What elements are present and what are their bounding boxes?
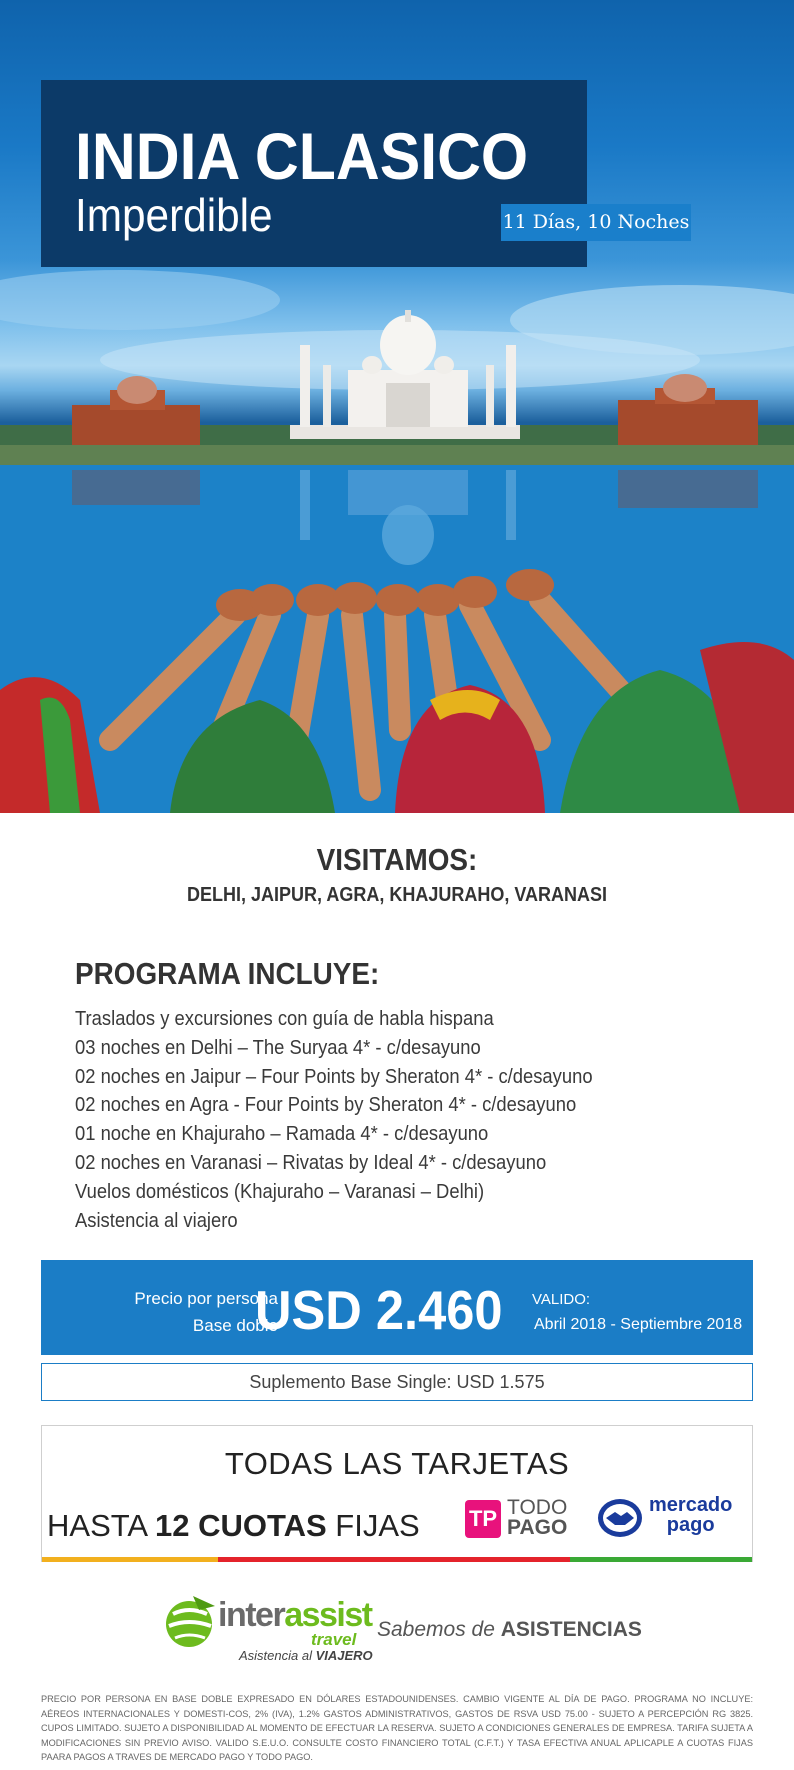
brand-name-part2: assist (284, 1596, 372, 1634)
slogan-prefix: Sabemos de (377, 1618, 501, 1641)
interassist-logo (163, 1590, 373, 1670)
visit-cities: DELHI, JAIPUR, AGRA, KHAJURAHO, VARANASI (186, 884, 608, 906)
list-item: 03 noches en Delhi – The Suryaa 4* - c/desayuno (75, 1036, 481, 1059)
list-item: 01 noche en Khajuraho – Ramada 4* - c/desayuno (75, 1123, 489, 1146)
installments-text (47, 1508, 420, 1544)
stripe-segment-red (394, 1557, 570, 1562)
list-item: 02 noches en Jaipur – Four Points by Sheraton 4* - c/desayuno (75, 1065, 593, 1088)
price-label-base: Base doble (192, 1316, 278, 1335)
price-banner (41, 1260, 753, 1355)
installments-prefix: HASTA (47, 1508, 155, 1543)
color-stripe (42, 1557, 752, 1562)
brand-name-part1: inter (218, 1596, 285, 1634)
valid-range: Abril 2018 - Septiembre 2018 (534, 1316, 743, 1333)
installments-suffix: FIJAS (326, 1508, 420, 1543)
price-label-per-person: Precio por persona (134, 1289, 278, 1308)
handshake-icon (597, 1497, 643, 1539)
price-amount: USD 2.460 (255, 1279, 503, 1341)
list-item: 02 noches en Agra - Four Points by Sheraton 4* - c/desayuno (75, 1094, 577, 1117)
duration-badge: 11 Días, 10 Noches (501, 204, 691, 241)
disclaimer-text: PRECIO POR PERSONA EN BASE DOBLE EXPRESADO EN DÓLARES ESTADOUNIDENSES. CAMBIO VIGENTE AL DÍA DE PAGO. PROGRAMA NO INCLUYE: AÉREOS INTERNACIONALES Y DOMESTI-COS, 2% (IVA), 1.2% GASTOS ADMINISTRATIVOS, GASTOS DE RSVA USD 75.00 - SUJETO A PERCEPCIÓN RG 3825. CUPOS LIMITADO. SUJETO A DISPONIBILIDAD AL MOMENTO DE EFECTUAR LA RESERVA. SUJETO A CONDICIONES GENERALES DE EMPRESA. TARIFA SUJETA A MODIFICACIONES SIN PREVIO AVISO. VALIDO S.E.U.O. CONSULTE COSTO FINANCIERO TOTAL (C.F.T.) Y TASA EFECTIVA ANUAL APLICAPLE A CUOTAS FIJAS PAARA PAGOS A TRAVES DE MERCADO PAGO Y TODO PAGO. (41, 1694, 753, 1762)
page-subtitle: Imperdible (75, 189, 273, 241)
brand-travel: travel (311, 1630, 357, 1649)
stripe-segment-yellow (42, 1557, 218, 1562)
todopago-line2: PAGO (507, 1516, 568, 1539)
list-item: Asistencia al viajero (75, 1209, 238, 1232)
slogan-bold: ASISTENCIAS (500, 1618, 642, 1641)
program-heading: PROGRAMA INCLUYE: (75, 956, 380, 991)
brand-tagline (239, 1648, 373, 1663)
visit-heading: VISITAMOS: (316, 842, 478, 877)
stripe-segment-green (570, 1557, 752, 1562)
single-supplement: Suplemento Base Single: USD 1.575 (41, 1363, 753, 1401)
valid-label: VALIDO: (532, 1291, 591, 1308)
list-item: 02 noches en Varanasi – Rivatas by Ideal 4* - c/desayuno (75, 1151, 547, 1174)
tagline-prefix: Asistencia al (239, 1648, 316, 1663)
mercadopago-line2: pago (666, 1514, 715, 1536)
todopago-mark-icon: TP (465, 1500, 501, 1538)
mercadopago-wordmark (649, 1495, 732, 1535)
todopago-line1: TODO (507, 1496, 568, 1519)
program-list (75, 1005, 638, 1235)
brand-slogan (377, 1618, 642, 1642)
globe-icon (163, 1592, 219, 1652)
todopago-wordmark (507, 1498, 567, 1538)
list-item: Traslados y excursiones con guía de habla hispana (75, 1008, 494, 1030)
page-title: INDIA CLASICO (75, 119, 529, 193)
payment-box (41, 1425, 753, 1562)
mercadopago-line1: mercado (649, 1494, 733, 1516)
installments-count: 12 CUOTAS (154, 1508, 327, 1543)
stripe-segment-red (218, 1557, 394, 1562)
hero-image (0, 0, 794, 813)
payment-heading: TODAS LAS TARJETAS (224, 1446, 570, 1481)
mercadopago-logo (597, 1494, 733, 1544)
tagline-bold: VIAJERO (315, 1648, 373, 1663)
list-item: Vuelos domésticos (Khajuraho – Varanasi – Delhi) (75, 1180, 485, 1203)
